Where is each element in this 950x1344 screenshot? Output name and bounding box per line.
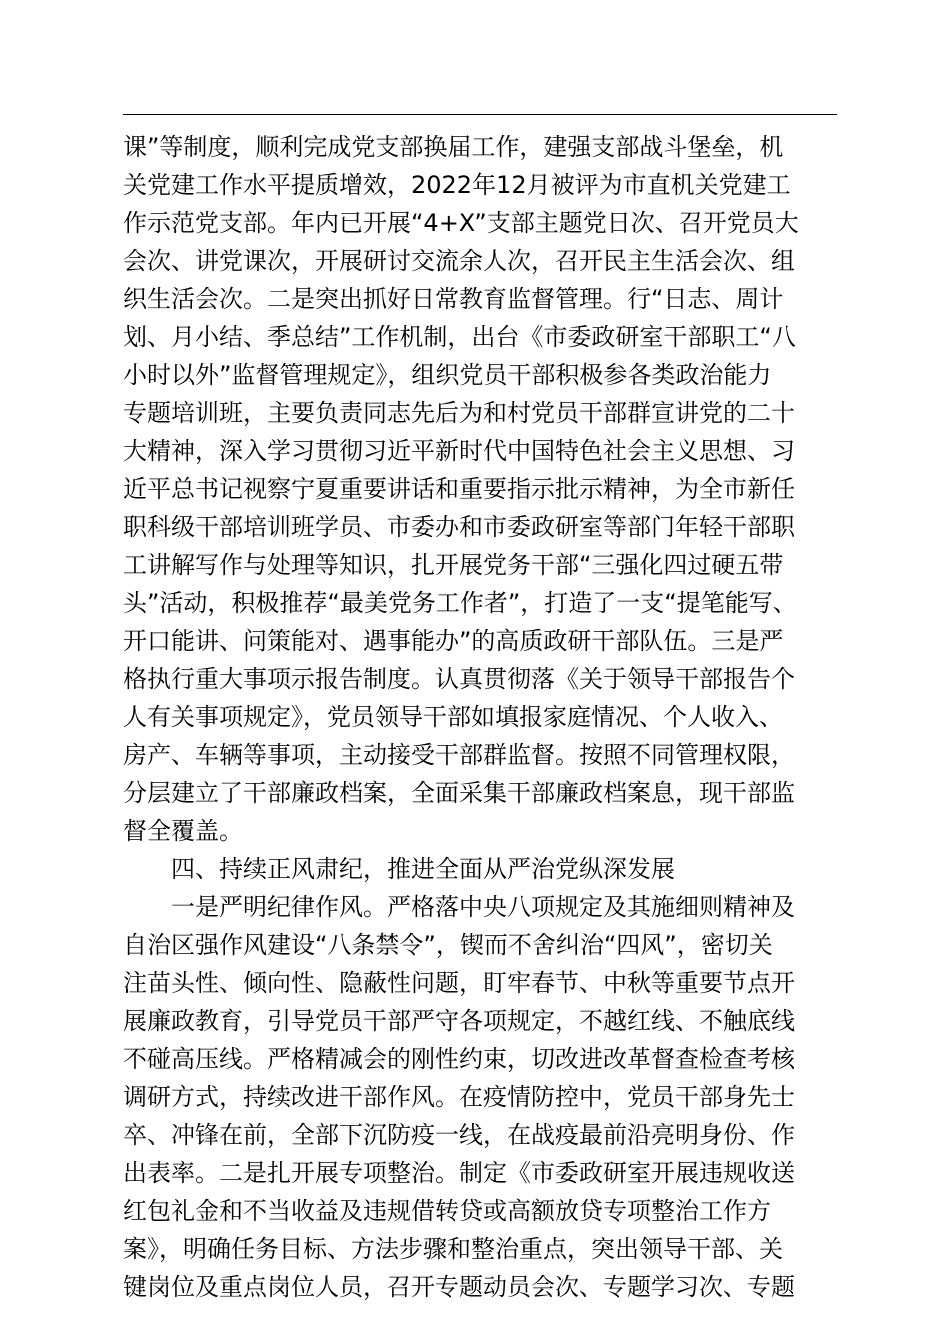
text-line: 键岗位及重点岗位人员，召开专题动员会次、专题学习次、专题 xyxy=(123,1273,795,1301)
header-rule xyxy=(123,114,837,115)
text-line: 大精神，深入学习贯彻习近平新时代中国特色社会主义思想、习 xyxy=(123,437,795,465)
text-line: 不碰高压线。严格精减会的刚性约束，切改进改革督查检查考核 xyxy=(123,1045,795,1073)
text-line: 自治区强作风建设“八条禁令”，锲而不舍纠治“四风”，密切关 xyxy=(123,931,773,959)
text-line: 展廉政教育，引导党员干部严守各项规定，不越红线、不触底线 xyxy=(123,1007,795,1035)
text-line: 开口能讲、问策能对、遇事能办”的高质政研干部队伍。三是严 xyxy=(123,627,784,655)
text-line: 工讲解写作与处理等知识，扎开展党务干部“三强化四过硬五带 xyxy=(123,551,784,579)
text-line: 专题培训班，主要负责同志先后为和村党员干部群宣讲党的二十 xyxy=(123,399,795,427)
text-line: 出表率。二是扎开展专项整治。制定《市委政研室开展违规收送 xyxy=(123,1159,795,1187)
text-line: 注苗头性、倾向性、隐蔽性问题，盯牢春节、中秋等重要节点开 xyxy=(123,969,795,997)
section-heading: 四、持续正风肃纪，推进全面从严治党纵深发展 xyxy=(171,855,675,883)
text-line: 调研方式，持续改进干部作风。在疫情防控中，党员干部身先士 xyxy=(123,1083,795,1111)
text-line: 房产、车辆等事项，主动接受干部群监督。按照不同管理权限， xyxy=(123,741,795,769)
text-line: 卒、冲锋在前，全部下沉防疫一线，在战疫最前沿亮明身份、作 xyxy=(123,1121,795,1149)
text-line: 人有关事项规定》，党员领导干部如填报家庭情况、个人收入、 xyxy=(123,703,783,731)
text-line: 案》，明确任务目标、方法步骤和整治重点，突出领导干部、关 xyxy=(123,1235,783,1263)
text-line: 划、月小结、季总结”工作机制，出台《市委政研室干部职工“八 xyxy=(123,323,796,351)
text-line: 分层建立了干部廉政档案，全面采集干部廉政档案息，现干部监 xyxy=(123,779,795,807)
text-line: 职科级干部培训班学员、市委办和市委政研室等部门年轻干部职 xyxy=(123,513,795,541)
text-line: 格执行重大事项示报告制度。认真贯彻落《关于领导干部报告个 xyxy=(123,665,795,693)
text-line: 关党建工作水平提质增效，2022年12月被评为市直机关党建工 xyxy=(123,171,791,199)
text-line: 近平总书记视察宁夏重要讲话和重要指示批示精神，为全市新任 xyxy=(123,475,795,503)
text-line: 一是严明纪律作风。严格落中央八项规定及其施细则精神及 xyxy=(171,893,795,921)
text-line: 小时以外”监督管理规定》，组织党员干部积极参各类政治能力 xyxy=(123,361,772,389)
text-line: 督全覆盖。 xyxy=(123,817,243,845)
text-line: 红包礼金和不当收益及违规借转贷或高额放贷专项整治工作方 xyxy=(123,1197,771,1225)
document-body xyxy=(123,128,863,1306)
text-line: 作示范党支部。年内已开展“4+X”支部主题党日次、召开党员大 xyxy=(123,209,799,237)
text-line: 会次、讲党课次，开展研讨交流余人次，召开民主生活会次、组 xyxy=(123,247,795,275)
text-line: 课”等制度，顺利完成党支部换届工作，建强支部战斗堡垒，机 xyxy=(123,133,784,161)
text-line: 头”活动，积极推荐“最美党务工作者”，打造了一支“提笔能写、 xyxy=(123,589,797,617)
text-line: 织生活会次。二是突出抓好日常教育监督管理。行“日志、周计 xyxy=(123,285,784,313)
